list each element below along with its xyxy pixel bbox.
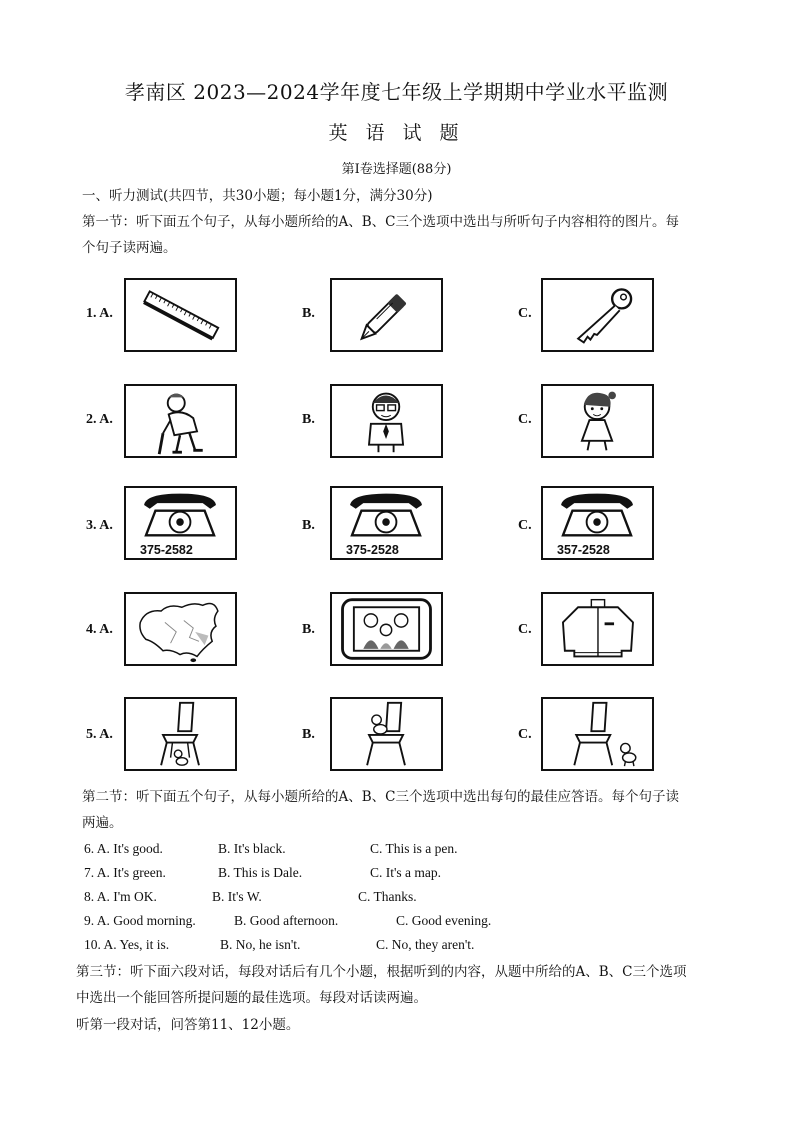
q8-option-a[interactable]: 8. A. I'm OK. — [84, 889, 157, 904]
phone-number-b: 375-2528 — [346, 543, 399, 557]
question-1-option-a[interactable] — [124, 278, 237, 352]
question-4-option-b[interactable] — [330, 592, 443, 666]
question-1-b-label: B. — [302, 306, 315, 321]
pen-icon — [332, 280, 441, 350]
q10-option-b[interactable]: B. No, he isn't. — [220, 937, 301, 952]
chair-dog-under-icon — [126, 699, 235, 769]
exam-subtitle: 英 语 试 题 — [328, 122, 465, 144]
girl-icon — [543, 386, 652, 456]
question-2-option-a[interactable] — [124, 384, 237, 458]
question-5-c-label: C. — [518, 727, 532, 742]
man-icon — [332, 386, 441, 456]
q7-option-b[interactable]: B. This is Dale. — [218, 865, 303, 880]
q9-option-c[interactable]: C. Good evening. — [396, 913, 492, 928]
question-1-option-b[interactable] — [330, 278, 443, 352]
section2-instruction-line2: 两遍。 — [82, 815, 123, 831]
question-2-c-label: C. — [518, 412, 532, 427]
question-4-option-a[interactable] — [124, 592, 237, 666]
q7-option-a[interactable]: 7. A. It's green. — [84, 865, 166, 880]
question-3-option-b[interactable] — [330, 486, 443, 560]
q6-option-a[interactable]: 6. A. It's good. — [84, 841, 163, 856]
q9-option-a[interactable]: 9. A. Good morning. — [84, 913, 196, 928]
q8-option-c[interactable]: C. Thanks. — [358, 889, 417, 904]
map-icon — [126, 594, 235, 664]
family-photo-icon — [332, 594, 441, 664]
q9-option-b[interactable]: B. Good afternoon. — [234, 913, 339, 928]
question-2-option-b[interactable] — [330, 384, 443, 458]
key-icon — [543, 280, 652, 350]
question-4-option-c[interactable] — [541, 592, 654, 666]
jacket-icon — [543, 594, 652, 664]
question-3-c-label: C. — [518, 518, 532, 533]
question-2-option-c[interactable] — [541, 384, 654, 458]
question-3-option-c[interactable] — [541, 486, 654, 560]
question-5-option-b[interactable] — [330, 697, 443, 771]
q8-option-b[interactable]: B. It's W. — [212, 889, 262, 904]
part1-heading: 一、听力测试(共四节，共30小题；每小题1分，满分30分) — [82, 188, 433, 204]
question-5-option-a[interactable] — [124, 697, 237, 771]
section3-instruction-line2: 中选出一个能回答所提问题的最佳选项。每段对话读两遍。 — [76, 990, 427, 1006]
section1-instruction-line2: 个句子读两遍。 — [82, 240, 177, 256]
question-4-b-label: B. — [302, 622, 315, 637]
question-2-b-label: B. — [302, 412, 315, 427]
question-5-label: 5. A. — [86, 727, 113, 742]
section1-instruction-line1: 第一节：听下面五个句子，从每小题所给的A、B、C三个选项中选出与所听句子内容相符的图片。每 — [82, 214, 679, 230]
section3-instruction-line1: 第三节：听下面六段对话，每段对话后有几个小题，根据听到的内容，从题中所给的A、B、C三个选项 — [76, 964, 687, 980]
question-3-option-a[interactable] — [124, 486, 237, 560]
question-2-label: 2. A. — [86, 412, 113, 427]
phone-number-a: 375-2582 — [140, 543, 193, 557]
question-4-label: 4. A. — [86, 622, 113, 637]
q7-option-c[interactable]: C. It's a map. — [370, 865, 442, 880]
question-5-b-label: B. — [302, 727, 315, 742]
exam-title: 孝南区 2023—2024学年度七年级上学期期中学业水平监测 — [124, 80, 669, 104]
question-1-c-label: C. — [518, 306, 532, 321]
q10-option-a[interactable]: 10. A. Yes, it is. — [84, 937, 170, 952]
ruler-icon — [126, 280, 235, 350]
q10-option-c[interactable]: C. No, they aren't. — [376, 937, 475, 952]
section2-instruction-line1: 第二节：听下面五个句子，从每小题所给的A、B、C三个选项中选出每句的最佳应答语。每个句子读 — [82, 789, 679, 805]
question-1-label: 1. A. — [86, 306, 113, 321]
phone-number-c: 357-2528 — [557, 543, 610, 557]
question-5-option-c[interactable] — [541, 697, 654, 771]
paper-heading: 第Ⅰ卷选择题(88分) — [341, 162, 452, 177]
question-3-b-label: B. — [302, 518, 315, 533]
chair-dog-beside-icon — [543, 699, 652, 769]
question-4-c-label: C. — [518, 622, 532, 637]
q6-option-c[interactable]: C. This is a pen. — [370, 841, 458, 856]
question-3-label: 3. A. — [86, 518, 113, 533]
grandma-icon — [126, 386, 235, 456]
dialog1-heading: 听第一段对话，问答第11、12小题。 — [76, 1017, 300, 1033]
chair-dog-on-icon — [332, 699, 441, 769]
q6-option-b[interactable]: B. It's black. — [218, 841, 286, 856]
question-1-option-c[interactable] — [541, 278, 654, 352]
